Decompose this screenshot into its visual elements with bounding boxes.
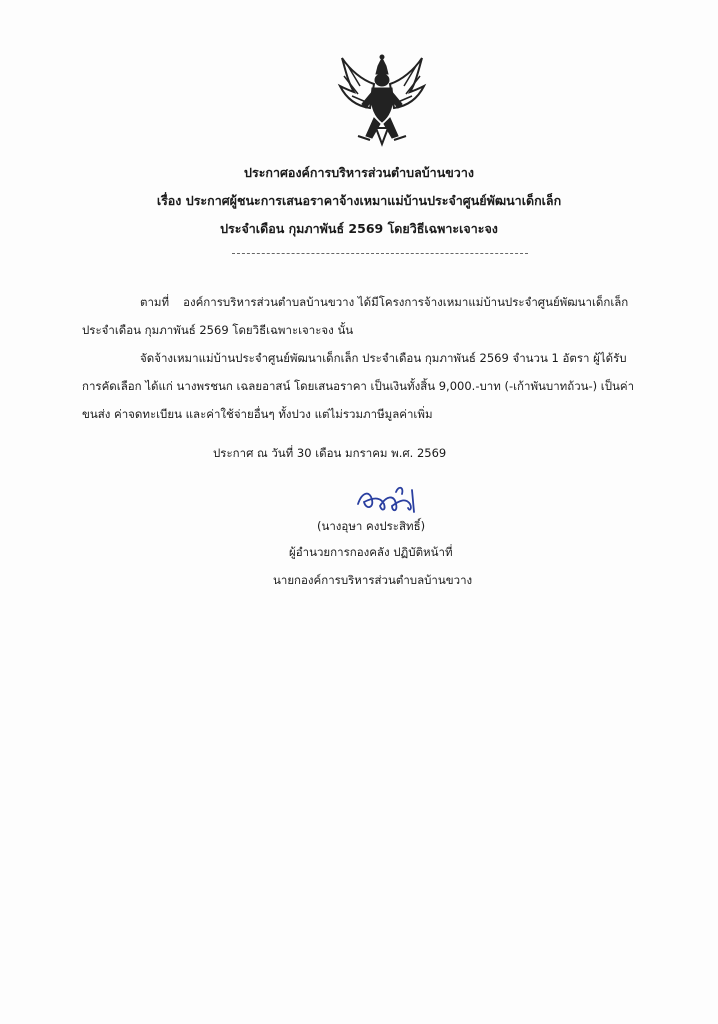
paragraph-1-line-2: ประจำเดือน กุมภาพันธ์ 2569 โดยวิธีเฉพาะเจาะจง นั้น — [82, 323, 354, 337]
garuda-emblem-icon — [336, 52, 428, 148]
paragraph-1-line-1 — [140, 295, 628, 310]
paragraph-2-line-1: จัดจ้างเหมาแม่บ้านประจำศูนย์พัฒนาเด็กเล็ก ประจำเดือน กุมภาพันธ์ 2569 จำนวน 1 อัตรา ผู้ได้รับ — [140, 351, 627, 365]
signatory-position-1: ผู้อำนวยการกองคลัง ปฏิบัติหน้าที่ — [289, 545, 453, 559]
announcement-date: ประกาศ ณ วันที่ 30 เดือน มกราคม พ.ศ. 2569 — [213, 446, 447, 460]
signatory-name: (นางอุษา คงประสิทธิ์) — [317, 519, 426, 533]
handwritten-signature — [352, 482, 432, 516]
paragraph-1-lead: ตามที่ — [140, 295, 170, 309]
signatory-position-2: นายกองค์การบริหารส่วนตำบลบ้านขวาง — [273, 573, 473, 587]
dashed-divider — [232, 253, 528, 254]
title-line-2: เรื่อง ประกาศผู้ชนะการเสนอราคาจ้างเหมาแม่บ้านประจำศูนย์พัฒนาเด็กเล็ก — [156, 193, 562, 208]
title-line-3: ประจำเดือน กุมภาพันธ์ 2569 โดยวิธีเฉพาะเจาะจง — [220, 221, 498, 236]
paragraph-2-line-3: ขนส่ง ค่าจดทะเบียน และค่าใช้จ่ายอื่นๆ ทั้งปวง แต่ไม่รวมภาษีมูลค่าเพิ่ม — [82, 407, 433, 421]
paragraph-2-line-2: การคัดเลือก ได้แก่ นางพรชนก เฉลยอาสน์ โดยเสนอราคา เป็นเงินทั้งสิ้น 9,000.-บาท (-เก้าพันบาทถ้วน-) เป็นค่า — [82, 379, 635, 393]
paragraph-1-rest: องค์การบริหารส่วนตำบลบ้านขวาง ได้มีโครงการจ้างเหมาแม่บ้านประจำศูนย์พัฒนาเด็กเล็ก — [183, 295, 629, 309]
title-line-1: ประกาศองค์การบริหารส่วนตำบลบ้านขวาง — [244, 165, 474, 180]
